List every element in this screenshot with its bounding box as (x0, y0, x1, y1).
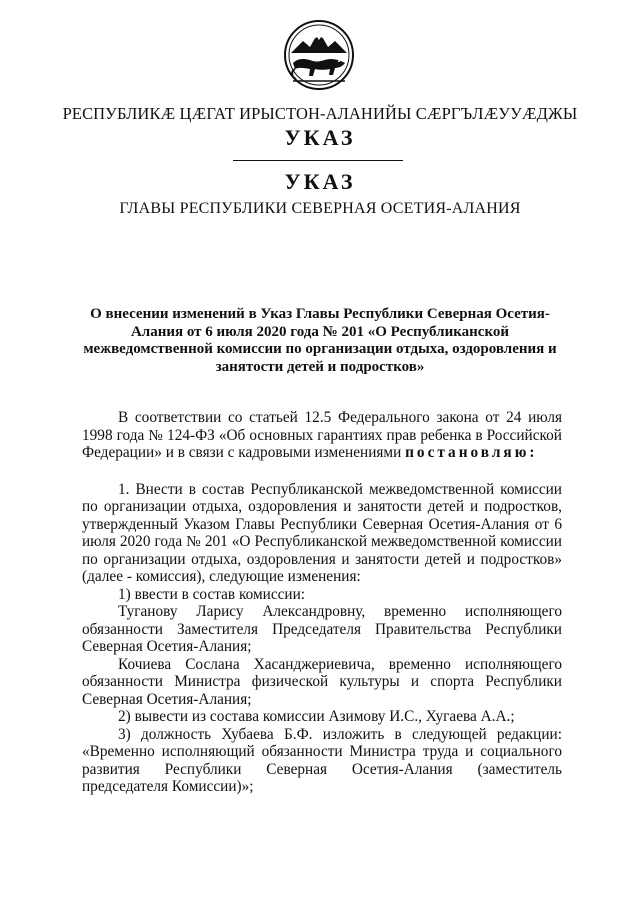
ossetian-header: РЕСПУБЛИКӔ ЦӔГАТ ИРЫСТОН-АЛАНИЙЫ СӔРГЪЛӔУУӔДЖЫ (62, 104, 578, 123)
ukaz-russian-heading: УКАЗ (284, 169, 356, 194)
header-divider (233, 160, 403, 161)
postanovlyayu-text: постановляю: (405, 444, 538, 461)
title-line: межведомственной комиссии по организации отдыха, оздоровления и (83, 341, 557, 357)
head-of-republic-heading: ГЛАВЫ РЕСПУБЛИКИ СЕВЕРНАЯ ОСЕТИЯ-АЛАНИЯ (119, 200, 521, 217)
title-line: занятости детей и подростков» (215, 358, 425, 375)
title-line: О внесении изменений в Указ Главы Республики Северная Осетия- (90, 306, 550, 322)
subitem-3-paragraph: 3) должность Хубаева Б.Ф. изложить в следующей редакции: «Временно исполняющий обязанности Министра труда и социального развития Республики Северная Осетия-Алания (заместитель председателя Комиссии)»; (82, 725, 562, 795)
title-line: Алания от 6 июля 2020 года № 201 «О Республиканской (130, 323, 510, 340)
decree-title (82, 306, 558, 376)
preamble-text: В соответствии со статьей 12.5 Федерального закона от 24 июля 1998 года № 124-ФЗ «Об основных гарантиях прав ребенка в Российской Федерации» и в связи с кадровыми изменениями (82, 409, 562, 461)
coat-of-arms-icon (283, 19, 355, 91)
ukaz-ossetian-heading: УКАЗ (284, 125, 356, 150)
person-1-paragraph: Туганову Ларису Александровну, временно исполняющего обязанности Заместителя Председателя Правительства Республики Северная Осетия-Алания; (82, 603, 562, 655)
subitem-2-paragraph: 2) вывести из состава комиссии Азимову И.С., Хугаева А.А.; (118, 708, 515, 725)
decree-body (82, 409, 562, 796)
subitem-1-paragraph: 1) ввести в состав комиссии: (118, 585, 306, 603)
person-2-paragraph: Кочиева Сослана Хасанджериевича, временно исполняющего обязанности Министра физической культуры и спорта Республики Северная Осетия-Алания; (82, 655, 562, 708)
preamble-paragraph (82, 409, 562, 462)
item-1-paragraph: 1. Внести в состав Республиканской межведомственной комиссии по организации отдыха, оздоровления и занятости детей и подростков, утвержденный Указом Главы Республики Северная Осетия-Алания от 6 июля 2020 года № 201 «О Республиканской межведомственной комиссии по организации отдыха, оздоровления и занятости детей и подростков» (далее - комиссия), следующие изменения: (82, 480, 562, 585)
